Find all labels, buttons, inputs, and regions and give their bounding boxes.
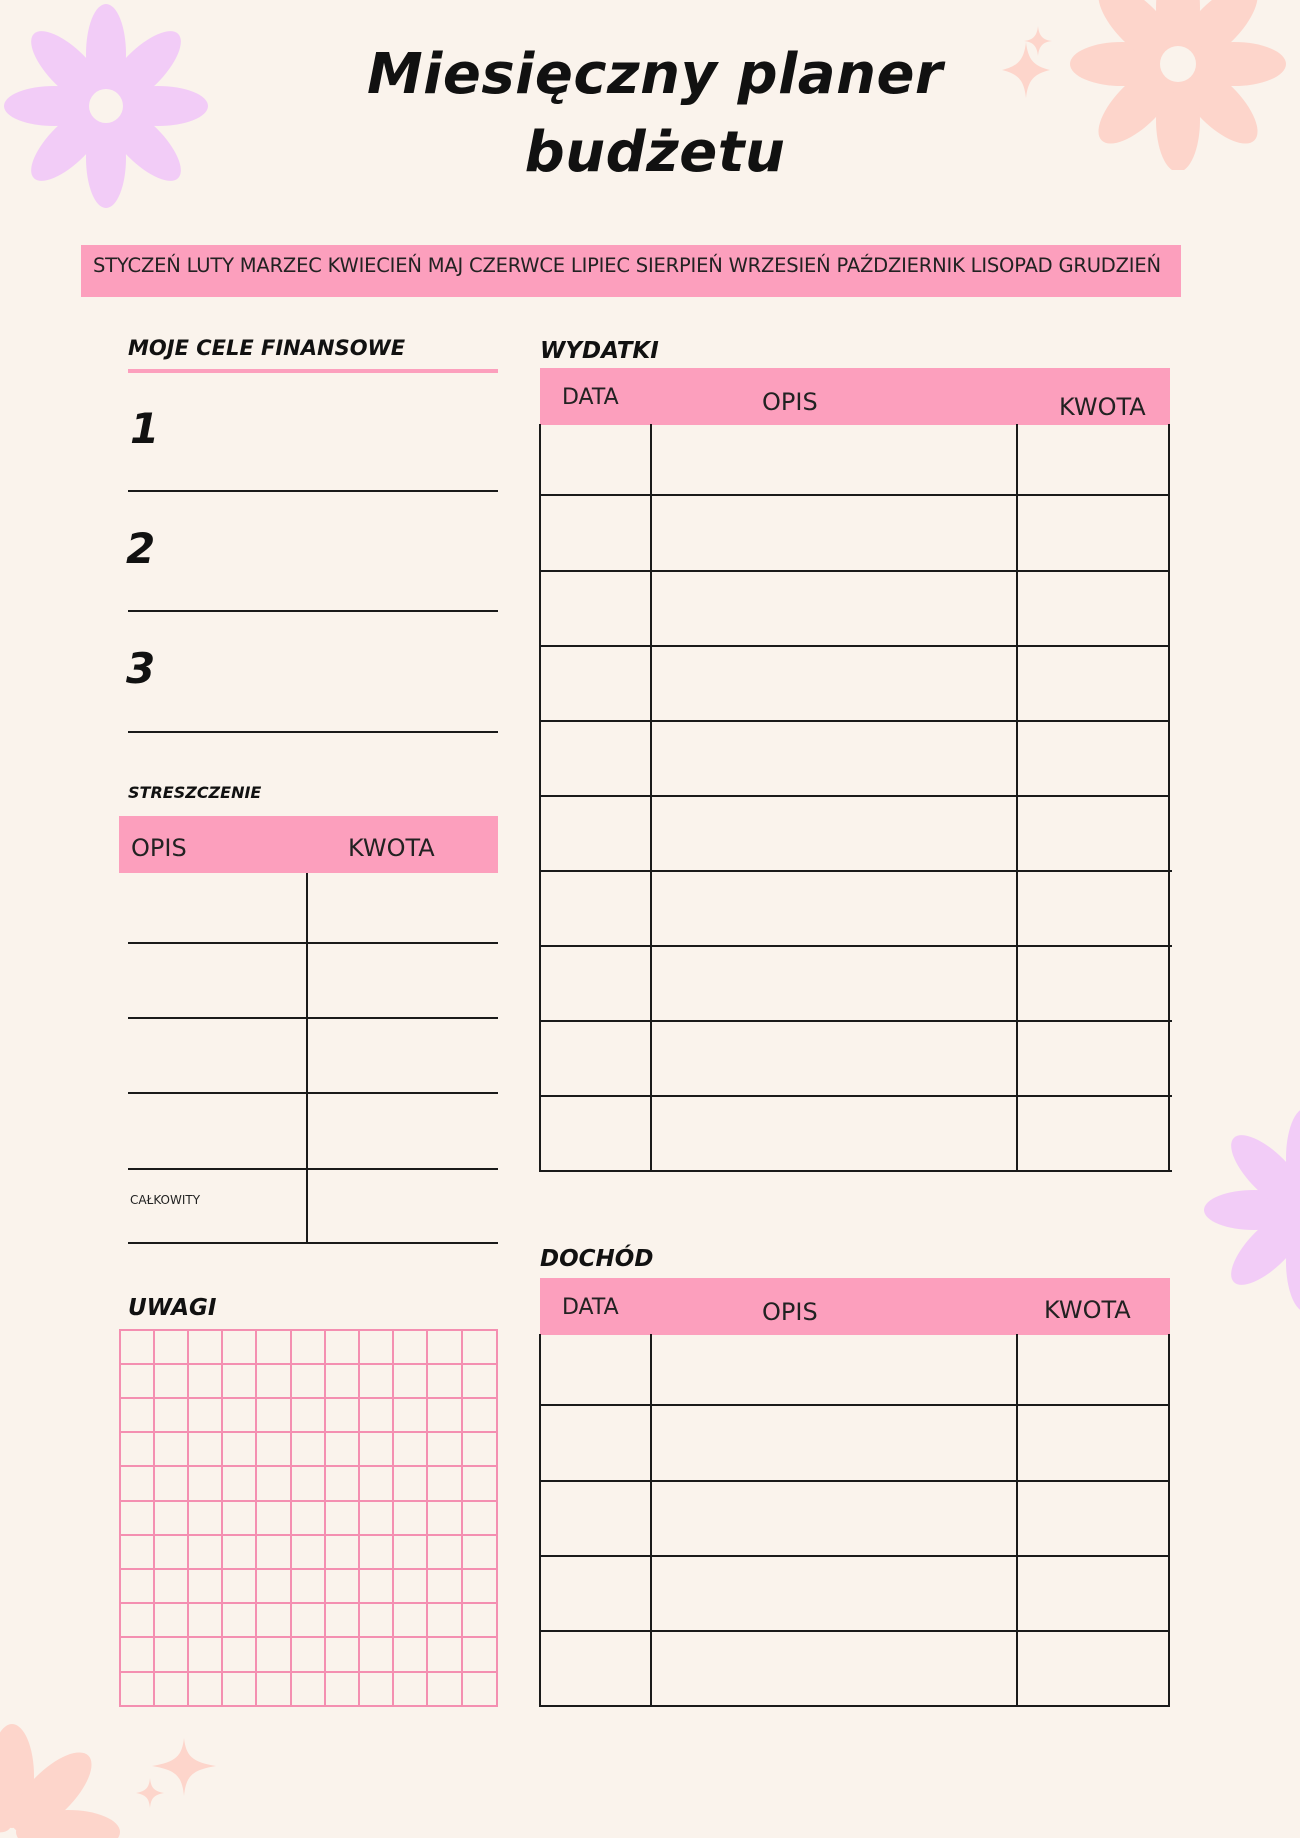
goal-number-3: 3 — [126, 644, 156, 693]
summary-total-label: CAŁKOWITY — [130, 1193, 201, 1207]
expenses-col-desc: OPIS — [762, 388, 818, 416]
months-bar — [81, 245, 1181, 297]
summary-row-line[interactable] — [128, 942, 498, 944]
summary-col-desc: OPIS — [131, 834, 187, 862]
income-table-grid[interactable] — [538, 1334, 1174, 1709]
sparkle-icon — [128, 1738, 228, 1818]
page-title — [0, 36, 1300, 192]
income-col-date: DATA — [562, 1295, 619, 1320]
summary-row-line[interactable] — [128, 1092, 498, 1094]
income-col-desc: OPIS — [762, 1298, 818, 1326]
summary-column-divider — [306, 873, 308, 1244]
goal-line-2[interactable] — [128, 610, 498, 612]
goal-line-1[interactable] — [128, 490, 498, 492]
summary-row-line[interactable] — [128, 1242, 498, 1244]
expenses-table-grid[interactable] — [538, 424, 1174, 1174]
expenses-col-date: DATA — [562, 385, 619, 410]
goals-heading: MOJE CELE FINANSOWE — [128, 336, 406, 360]
expenses-heading: WYDATKI — [540, 338, 659, 364]
goal-line-3[interactable] — [128, 731, 498, 733]
notes-heading: UWAGI — [128, 1295, 217, 1321]
page-title-line-2: budżetu — [524, 120, 786, 185]
goals-heading-underline — [128, 369, 498, 373]
summary-heading: STRESZCZENIE — [128, 783, 262, 802]
flower-decoration-bottom-left — [0, 1700, 120, 1838]
income-heading: DOCHÓD — [540, 1246, 654, 1272]
income-col-amount: KWOTA — [1044, 1296, 1131, 1324]
summary-row-line[interactable] — [128, 1017, 498, 1019]
goal-number-1: 1 — [130, 404, 160, 453]
flower-decoration-right — [1200, 1105, 1300, 1325]
goal-number-2: 2 — [126, 524, 156, 573]
page-title-line-1: Miesięczny planer — [366, 42, 944, 107]
notes-grid[interactable] — [119, 1329, 498, 1707]
months-list: STYCZEŃ LUTY MARZEC KWIECIEŃ MAJ CZERWCE LIPIEC SIERPIEŃ WRZESIEŃ PAŹDZIERNIK LISOPAD GRUDZIEŃ — [93, 254, 1161, 277]
expenses-col-amount: KWOTA — [1059, 393, 1146, 421]
summary-row-line[interactable] — [128, 1168, 498, 1170]
summary-col-amount: KWOTA — [348, 834, 435, 862]
